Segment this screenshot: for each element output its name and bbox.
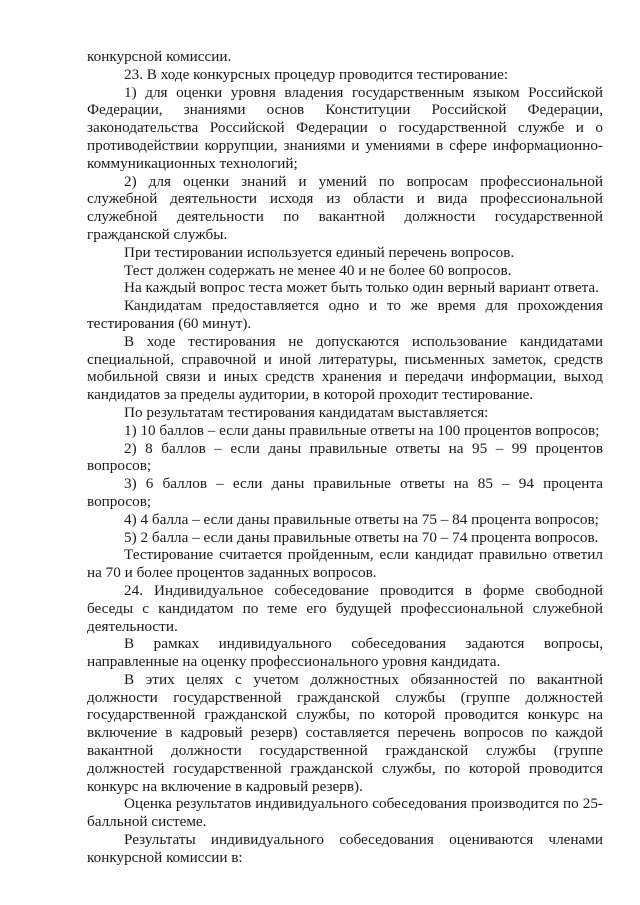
paragraph-commission-end: конкурсной комиссии. [87, 48, 232, 65]
paragraph-test-time: Кандидатам предоставляется одно и то же время для прохождения тестирования (60 минут). [87, 297, 603, 332]
paragraph-score-6: 3) 6 баллов – если даны правильные ответы на 85 – 94 процента вопросов; [87, 475, 603, 510]
paragraph-scores-intro: По результатам тестирования кандидатам выставляется: [124, 403, 489, 421]
paragraph-test-purpose-2: 2) для оценки знаний и умений по вопросам профессиональной служебной деятельности исходя из области и вида профессиональной служебной деятельности по вакантной должности государственной гражданской службы. [87, 172, 603, 243]
paragraph-score-10: 1) 10 баллов – если даны правильные ответы на 100 процентов вопросов; [124, 421, 600, 439]
paragraph-item-24: 24. Индивидуальное собеседование проводится в форме свободной беседы с кандидатом по теме его будущей профессиональной служебной деятельности. [87, 581, 603, 635]
paragraph-test-passed: Тестирование считается пройденным, если кандидат правильно ответил на 70 и более процентов заданных вопросов. [87, 546, 603, 582]
paragraph-question-count: Тест должен содержать не менее 40 и не более 60 вопросов. [124, 261, 512, 279]
paragraph-score-4: 4) 4 балла – если даны правильные ответы на 75 – 84 процента вопросов; [124, 510, 599, 528]
paragraph-interview-results: Результаты индивидуального собеседования оцениваются членами конкурсной комиссии в: [87, 831, 603, 866]
paragraph-score-2: 5) 2 балла – если даны правильные ответы на 70 – 74 процента вопросов. [124, 528, 599, 546]
paragraph-interview-questions: В рамках индивидуального собеседования задаются вопросы, направленные на оценку профессионального уровня кандидата. [87, 635, 603, 671]
paragraph-score-8: 2) 8 баллов – если даны правильные ответы на 95 – 99 процентов вопросов; [87, 439, 603, 475]
paragraph-one-answer: На каждый вопрос теста может быть только один верный вариант ответа. [124, 279, 599, 297]
paragraph-question-list: В этих целях с учетом должностных обязанностей по вакантной должности государственной гражданской службы (группе должностей государственной гражданской службы, по которой проводится конкурс на включение в кадровый резерв) составляется перечень вопросов по каждой вакантной должности государственной гражданской службы (группе должностей государственной гражданской службы, по которой проводится конкурс на включение в кадровый резерв). [87, 670, 603, 795]
document-page [87, 48, 603, 867]
paragraph-item-23: 23. В ходе конкурсных процедур проводится тестирование: [124, 65, 509, 83]
paragraph-single-question-list: При тестировании используется единый перечень вопросов. [124, 243, 515, 261]
paragraph-test-purpose-1: 1) для оценки уровня владения государственным языком Российской Федерации, знаниями основ Конституции Российской Федерации, законодательства Российской Федерации о государственной службе и о противодействии коррупции, знаниями и умениями в сфере информационно-коммуникационных технологий; [87, 83, 603, 172]
paragraph-25-point-system: Оценка результатов индивидуального собеседования производится по 25-балльной системе. [87, 795, 603, 831]
paragraph-test-restrictions: В ходе тестирования не допускаются использование кандидатами специальной, справочной и иной литературы, письменных заметок, средств мобильной связи и иных средств хранения и передачи информации, выход кандидатов за пределы аудитории, в которой проходит тестирование. [87, 332, 603, 404]
